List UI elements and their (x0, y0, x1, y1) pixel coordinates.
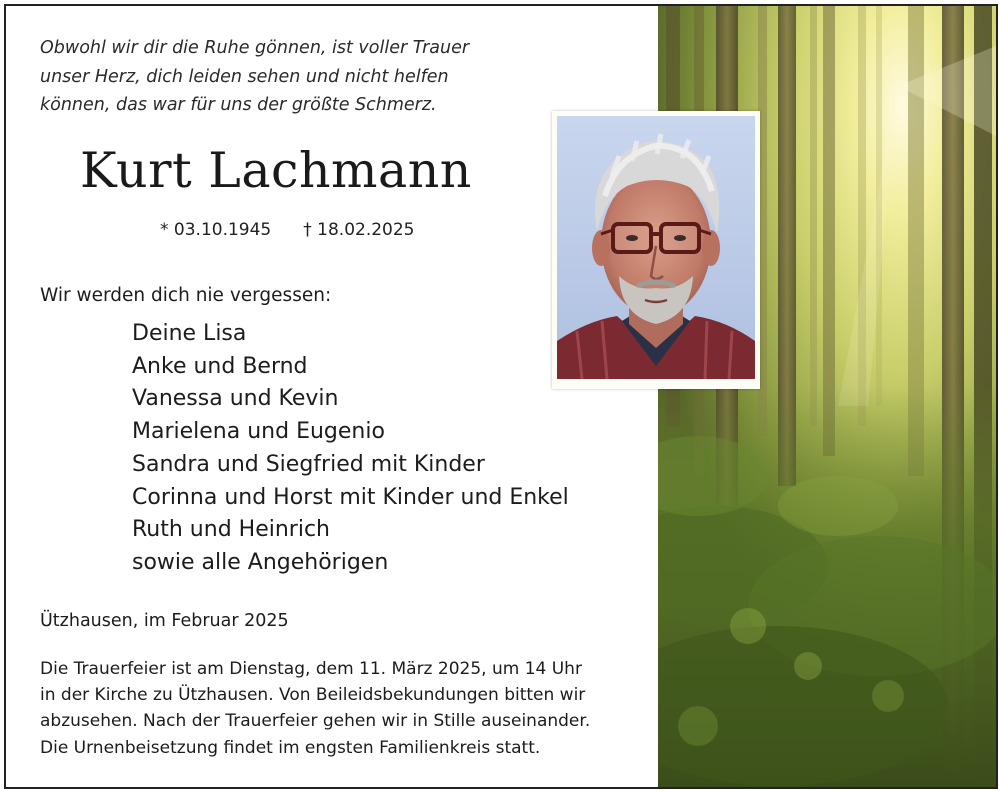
obituary-notice (4, 4, 998, 789)
service-info-line: Die Trauerfeier ist am Dienstag, dem 11. März 2025, um 14 Uhr (40, 659, 582, 679)
portrait-photo-frame (552, 111, 760, 389)
service-info (40, 656, 640, 761)
mourner-entry: Ruth und Heinrich (132, 517, 330, 543)
service-info-line: in der Kirche zu Ützhausen. Von Beileidsbekundungen bitten wir (40, 685, 586, 706)
poem-line: können, das war für uns der größte Schmerz. (40, 95, 437, 115)
service-info-line: Die Urnenbeisetzung findet im engsten Familienkreis statt. (40, 737, 541, 758)
poem-verse (40, 34, 560, 120)
birth-date: * 03.10.1945 (160, 220, 272, 240)
mourners-list (132, 318, 569, 580)
mourner-entry: Corinna und Horst mit Kinder und Enkel (132, 484, 569, 510)
mourner-entry: Deine Lisa (132, 321, 247, 346)
mourners-intro: Wir werden dich nie vergessen: (40, 285, 332, 306)
deceased-name: Kurt Lachmann (80, 142, 472, 199)
mourner-entry: sowie alle Angehörigen (132, 549, 389, 575)
death-date: † 18.02.2025 (303, 220, 415, 240)
portrait-photo (557, 116, 755, 379)
service-info-line: abzusehen. Nach der Trauerfeier gehen wir in Stille auseinander. (40, 711, 591, 732)
poem-line: Obwohl wir dir die Ruhe gönnen, ist voller Trauer (40, 38, 470, 58)
life-dates (160, 220, 415, 240)
mourner-entry: Sandra und Siegfried mit Kinder (132, 451, 485, 477)
place-and-date: Ützhausen, im Februar 2025 (40, 611, 289, 631)
mourner-entry: Marielena und Eugenio (132, 419, 385, 445)
poem-line: unser Herz, dich leiden sehen und nicht helfen (40, 66, 449, 87)
mourner-entry: Anke und Bernd (132, 353, 308, 379)
mourner-entry: Vanessa und Kevin (132, 386, 339, 412)
